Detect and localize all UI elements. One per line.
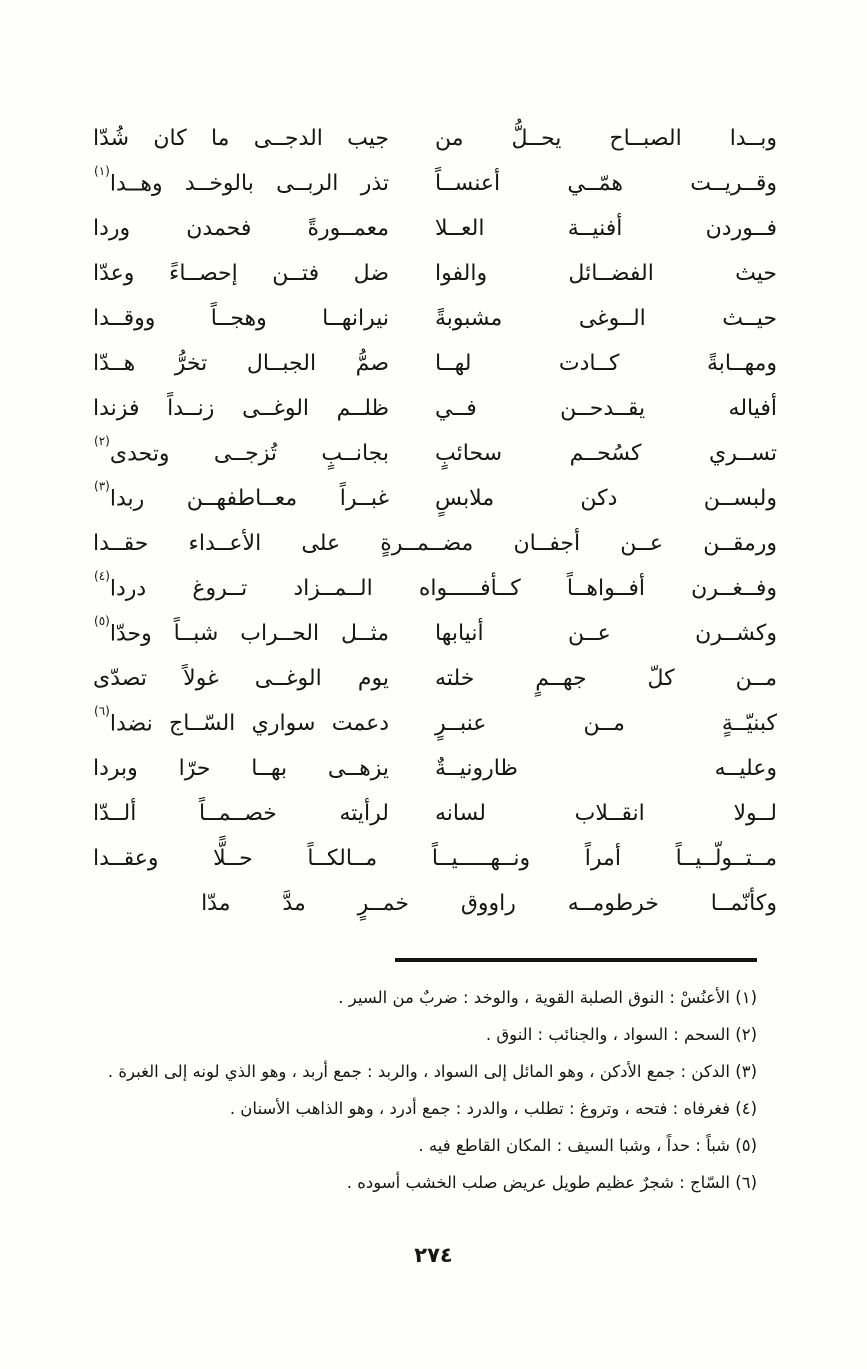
first-hemistich	[435, 171, 777, 196]
verse-word: شبــاً	[173, 621, 219, 647]
verse-word: عــن	[620, 531, 664, 556]
verse-word: والفوا	[435, 261, 488, 286]
verse-word: معــاطفهــن	[186, 486, 298, 512]
verse-line-8	[93, 431, 777, 476]
verse-word: فتــن	[272, 261, 320, 286]
verse-word: سحائبٍ	[435, 441, 503, 466]
verse-line-4	[93, 251, 777, 296]
full-verse	[93, 846, 777, 871]
verse-word: كــادت	[558, 351, 620, 376]
verse-word: ظارونيــةٌ	[435, 756, 518, 781]
verse-word: دعمت	[331, 711, 389, 737]
first-hemistich	[435, 351, 777, 376]
footnote-1: (١) الأعنُسْ : النوق الصلبة القوية ، والوخد : ضربٌ من السير .	[338, 988, 757, 1007]
verse-word: ألــدّا	[93, 801, 137, 826]
verse-word: الفضــائل	[568, 261, 654, 286]
footnote-marker: (٣)	[94, 478, 110, 493]
verse-word: شُدّا	[93, 126, 130, 151]
verse-word: إحصــاءً	[169, 261, 238, 286]
footnote-5: (٥) شباً : حداً ، وشبا السيف : المكان القاطع فيه .	[418, 1136, 757, 1155]
second-hemistich	[93, 801, 389, 826]
verse-word: لرأيته	[339, 801, 389, 826]
verse-word: تســري	[709, 441, 777, 466]
verse-word: حقــدا	[93, 531, 149, 556]
verse-word: تصدّى	[93, 666, 147, 691]
verse-word: أفنيــة	[567, 216, 623, 241]
footnotes-block	[0, 979, 867, 1201]
first-hemistich	[435, 486, 777, 511]
full-verse	[93, 891, 777, 916]
second-hemistich	[93, 613, 389, 647]
verse-word: أنيابها	[435, 621, 484, 646]
verse-word: تــروغ	[192, 576, 248, 602]
second-hemistich	[93, 126, 389, 151]
footnote-3: (٣) الدكن : جمع الأدكن ، وهو المائل إلى السواد ، والربد : جمع أربد ، وهو الذي لونه إلى الغبرة .	[107, 1062, 757, 1081]
second-hemistich	[93, 261, 389, 286]
verse-word: وتحدى$^{(٢)}$	[94, 433, 170, 467]
verse-word: غولاً	[183, 666, 219, 691]
verse-line-7	[93, 386, 777, 431]
footnote-marker: (٥)	[94, 613, 110, 628]
verse-word: يحــلُّ	[511, 126, 562, 151]
verse-line-10	[93, 521, 777, 566]
verse-word: على	[301, 531, 341, 556]
verse-word: نيرانهــا	[322, 306, 389, 331]
verse-word: أعنســاً	[435, 171, 501, 196]
verse-word: جيب	[347, 126, 389, 151]
first-hemistich	[435, 666, 777, 691]
footnote-4: (٤) فغرفاه : فتحه ، وتروغ : تطلب ، والدرد : جمع أدرد ، وهو الذاهب الأسنان .	[229, 1099, 757, 1118]
verse-word: وردا	[93, 216, 131, 241]
verse-word: أفياله	[728, 396, 777, 421]
verse-word: وعليــه	[714, 756, 777, 781]
verse-word: فــوردن	[705, 216, 777, 241]
verse-word: هــدّا	[93, 351, 136, 376]
verse-word: دكن	[580, 486, 618, 511]
first-hemistich	[435, 216, 777, 241]
verse-word: مــتــولّــيــاً	[675, 846, 777, 871]
verse-word: تذر	[360, 171, 389, 197]
verse-line-14	[93, 701, 777, 746]
verse-word: وقــريــت	[690, 171, 777, 196]
verse-word: مــالكــاً	[307, 846, 378, 871]
verse-word: كان	[153, 126, 187, 151]
verse-word: كلّ	[647, 666, 675, 691]
footnote-6: (٦) السّاج : شجرٌ عظيم طويل عريض صلب الخشب أسوده .	[346, 1173, 757, 1192]
verse-word: سواري	[251, 711, 316, 737]
verse-line-9	[93, 476, 777, 521]
verse-word: الوغــى	[254, 666, 322, 691]
verse-word: الصبــاح	[609, 126, 682, 151]
verse-word: صمُّ	[355, 351, 389, 376]
verse-word: بهــا	[251, 756, 288, 781]
verse-word: الجبــال	[246, 351, 317, 376]
second-hemistich	[93, 351, 389, 376]
verse-line-1	[93, 116, 777, 161]
verse-word: لسانه	[435, 801, 486, 826]
verse-line-2	[93, 161, 777, 206]
verse-word: ما	[210, 126, 230, 151]
verse-word: وهجــاً	[210, 306, 267, 331]
verse-word: تُزجــى	[213, 441, 277, 467]
verse-word: مدّا	[201, 891, 231, 916]
verse-word: راووق	[460, 891, 516, 916]
verse-word: همّــي	[567, 171, 623, 196]
verse-word: وفــغــرن	[691, 576, 777, 602]
verse-word: انقــلاب	[574, 801, 645, 826]
verse-line-17	[93, 836, 777, 881]
verse-word: ورمقــن	[703, 531, 777, 556]
verse-word: الربــى	[276, 171, 339, 197]
verse-word: الوغــى	[242, 396, 310, 421]
footnote-separator-rule	[395, 958, 757, 962]
verse-word: عــن	[567, 621, 611, 646]
first-hemistich	[435, 306, 777, 331]
verse-word: كسُحــم	[569, 441, 642, 466]
first-hemistich	[435, 711, 777, 736]
verse-line-16	[93, 791, 777, 836]
verse-word: فزندا	[93, 396, 140, 421]
verse-word: خرطومــه	[567, 891, 659, 916]
verse-word: دردا$^{(٤)}$	[94, 568, 147, 602]
footnote-marker: (٢)	[94, 433, 110, 448]
second-hemistich	[93, 433, 389, 467]
verse-word: جهــمٍ	[535, 666, 587, 691]
verse-word: لهــا	[435, 351, 472, 376]
verse-word: من	[435, 126, 464, 151]
verse-word: كــأفـــــواه	[418, 576, 521, 602]
second-hemistich	[93, 703, 389, 737]
verse-word: خصــمــاً	[198, 801, 277, 826]
verse-word: مضــمــرةٍ	[380, 531, 474, 556]
verse-line-13	[93, 656, 777, 701]
first-hemistich	[435, 126, 777, 151]
verse-word: وبردا	[93, 756, 138, 781]
second-hemistich	[93, 306, 389, 331]
verse-word: ضل	[353, 261, 389, 286]
first-hemistich	[435, 441, 777, 466]
verse-word: الــوغى	[578, 306, 646, 331]
second-hemistich	[93, 756, 389, 781]
footnote-2: (٢) السحم : السواد ، والجنائب : النوق .	[485, 1025, 757, 1044]
verse-line-15	[93, 746, 777, 791]
second-hemistich	[93, 666, 389, 691]
verse-word: كبنيّــةٍ	[721, 711, 777, 736]
poem-block	[0, 116, 867, 926]
verse-word: وحدّا$^{(٥)}$	[94, 613, 152, 647]
verse-word: حيث	[735, 261, 777, 286]
verse-word: مــن	[583, 711, 625, 736]
first-hemistich	[435, 261, 777, 286]
first-hemistich	[435, 756, 777, 781]
full-verse	[93, 531, 777, 556]
verse-word: نضدا$^{(٦)}$	[94, 703, 153, 737]
first-hemistich	[435, 801, 777, 826]
verse-word: الدجــى	[253, 126, 323, 151]
verse-line-3	[93, 206, 777, 251]
verse-line-11	[93, 566, 777, 611]
second-hemistich	[93, 396, 389, 421]
verse-word: حيــث	[722, 306, 777, 331]
verse-word: الحــراب	[240, 621, 320, 647]
first-hemistich	[435, 396, 777, 421]
first-hemistich	[435, 621, 777, 646]
verse-word: وبــدا	[729, 126, 777, 151]
verse-word: وكأنّمــا	[710, 891, 777, 916]
verse-word: ملابسٍ	[435, 486, 495, 511]
verse-word: فــي	[435, 396, 477, 421]
verse-word: زنــداً	[167, 396, 215, 421]
verse-word: مثــل	[341, 621, 389, 647]
verse-word: بجانــبٍ	[321, 441, 389, 467]
verse-word: حرّا	[178, 756, 211, 781]
second-hemistich	[93, 478, 389, 512]
footnote-marker: (٤)	[94, 568, 110, 583]
verse-word: وكشــرن	[695, 621, 777, 646]
verse-word: خمــرٍ	[357, 891, 409, 916]
verse-word: يزهــى	[327, 756, 389, 781]
verse-word: ولبســن	[703, 486, 777, 511]
verse-word: خلته	[435, 666, 475, 691]
verse-word: مــن	[735, 666, 777, 691]
verse-line-6	[93, 341, 777, 386]
verse-word: عنبــرٍ	[435, 711, 487, 736]
footnote-marker: (٦)	[94, 703, 110, 718]
footnote-marker: (١)	[94, 163, 110, 178]
verse-word: أجفــان	[513, 531, 581, 556]
verse-word: يوم	[357, 666, 389, 691]
verse-word: ووقــدا	[93, 306, 156, 331]
verse-word: الــمــزاد	[293, 576, 373, 602]
verse-word: حــلًّا	[213, 846, 253, 871]
verse-word: وعدّا	[93, 261, 135, 286]
verse-word: العــلا	[435, 216, 485, 241]
verse-word: غبــراً	[339, 486, 389, 512]
verse-word: لــولا	[733, 801, 777, 826]
verse-word: أفــواهــاً	[566, 576, 646, 602]
full-verse	[93, 568, 777, 602]
verse-word: وهــدا$^{(١)}$	[94, 163, 163, 197]
verse-line-5	[93, 296, 777, 341]
verse-word: ونــهـــــيــاً	[431, 846, 531, 871]
verse-word: يقــدحــن	[560, 396, 646, 421]
verse-word: وعقــدا	[93, 846, 159, 871]
verse-word: مدَّ	[282, 891, 306, 916]
verse-word: مشبوبةً	[435, 306, 503, 331]
verse-word: بالوخــد	[184, 171, 254, 197]
verse-word: ظلــم	[336, 396, 389, 421]
verse-word: الأعــداء	[188, 531, 262, 556]
second-hemistich	[93, 163, 389, 197]
verse-word: أمراً	[584, 846, 621, 871]
verse-word: السّــاج	[169, 711, 236, 737]
verse-word: فحمدن	[186, 216, 252, 241]
second-hemistich	[93, 216, 389, 241]
page-number: ٢٧٤	[414, 1243, 453, 1267]
verse-line-18	[93, 881, 777, 926]
verse-word: تخرُّ	[174, 351, 208, 376]
verse-word: ربدا$^{(٣)}$	[94, 478, 145, 512]
verse-word: معمــورةً	[307, 216, 389, 241]
verse-word: ومهــابةً	[706, 351, 777, 376]
verse-line-12	[93, 611, 777, 656]
